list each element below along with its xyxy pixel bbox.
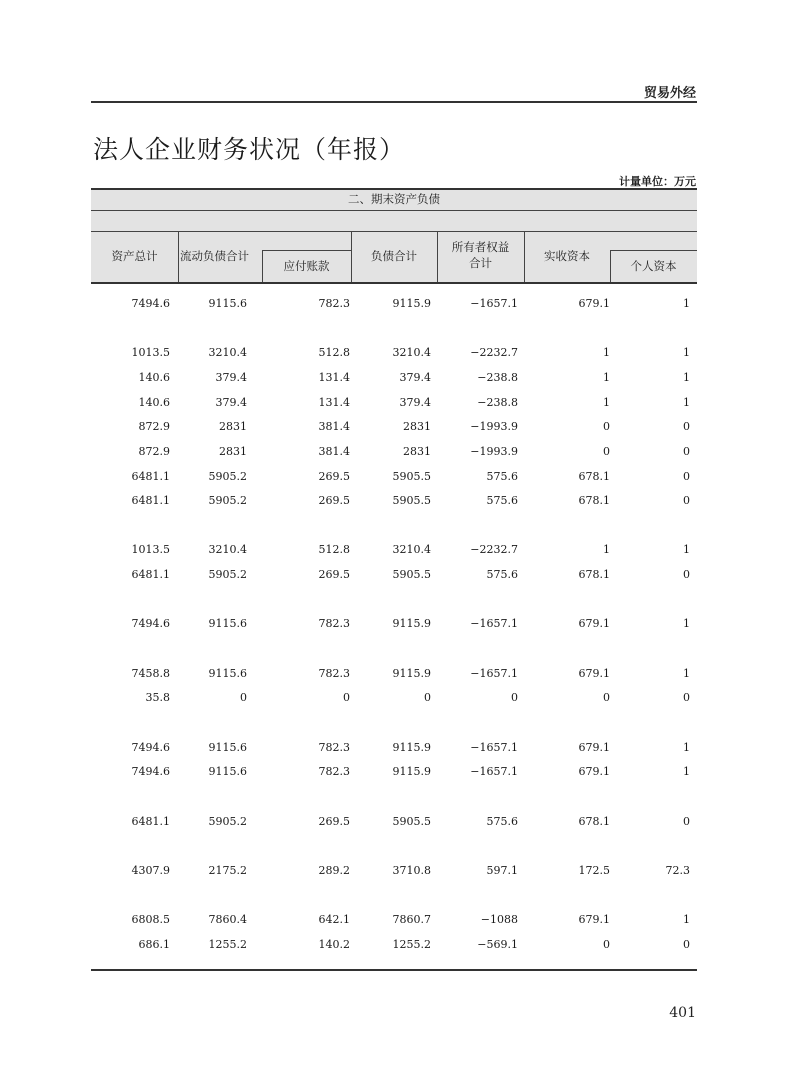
cell-personal-capital: 1 — [683, 371, 690, 384]
cell-accounts-payable: 289.2 — [318, 864, 350, 877]
cell-current-liabilities: 3210.4 — [208, 543, 247, 556]
column-header-total-assets: 资产总计 — [111, 249, 158, 263]
cell-personal-capital: 1 — [683, 913, 690, 926]
cell-total-liabilities: 3710.8 — [392, 864, 431, 877]
cell-owners-equity: −1657.1 — [470, 667, 518, 680]
cell-total-assets: 6481.1 — [131, 494, 170, 507]
cell-accounts-payable: 140.2 — [318, 938, 350, 951]
cell-accounts-payable: 0 — [343, 691, 350, 704]
column-header-owners-equity-total: 合计 — [469, 256, 492, 270]
cell-total-liabilities: 9115.9 — [392, 297, 431, 310]
cell-current-liabilities: 0 — [240, 691, 247, 704]
cell-owners-equity: −1657.1 — [470, 765, 518, 778]
cell-personal-capital: 1 — [683, 617, 690, 630]
cell-paid-in-capital: 1 — [603, 346, 610, 359]
cell-personal-capital: 0 — [683, 815, 690, 828]
cell-paid-in-capital: 0 — [603, 691, 610, 704]
cell-total-assets: 872.9 — [138, 445, 170, 458]
cell-current-liabilities: 5905.2 — [208, 470, 247, 483]
cell-total-liabilities: 9115.9 — [392, 765, 431, 778]
cell-personal-capital: 0 — [683, 494, 690, 507]
cell-paid-in-capital: 1 — [603, 396, 610, 409]
cell-personal-capital: 0 — [683, 938, 690, 951]
cell-total-assets: 6481.1 — [131, 568, 170, 581]
table-bottom-rule — [91, 969, 697, 971]
cell-total-assets: 7494.6 — [131, 765, 170, 778]
cell-owners-equity: −238.8 — [477, 371, 518, 384]
cell-total-assets: 686.1 — [138, 938, 170, 951]
cell-current-liabilities: 5905.2 — [208, 494, 247, 507]
cell-accounts-payable: 782.3 — [318, 617, 350, 630]
cell-current-liabilities: 5905.2 — [208, 568, 247, 581]
cell-paid-in-capital: 679.1 — [578, 741, 610, 754]
cell-paid-in-capital: 678.1 — [578, 568, 610, 581]
page-number: 401 — [669, 1005, 696, 1021]
cell-paid-in-capital: 1 — [603, 543, 610, 556]
column-header-paid-in-capital: 实收资本 — [544, 249, 590, 263]
cell-accounts-payable: 642.1 — [318, 913, 350, 926]
table-top-rule — [91, 188, 697, 190]
page-title: 法人企业财务状况（年报） — [93, 135, 406, 164]
cell-owners-equity: −2232.7 — [470, 346, 518, 359]
cell-total-assets: 6808.5 — [131, 913, 170, 926]
cell-accounts-payable: 269.5 — [318, 568, 350, 581]
cell-total-assets: 7494.6 — [131, 297, 170, 310]
cell-accounts-payable: 131.4 — [318, 371, 350, 384]
section-label: 贸易外经 — [643, 86, 696, 101]
cell-total-assets: 1013.5 — [131, 543, 170, 556]
cell-total-liabilities: 9115.9 — [392, 741, 431, 754]
cell-paid-in-capital: 679.1 — [578, 297, 610, 310]
column-header-accounts-payable: 应付账款 — [283, 259, 330, 273]
cell-total-assets: 7494.6 — [131, 617, 170, 630]
cell-accounts-payable: 269.5 — [318, 470, 350, 483]
cell-current-liabilities: 7860.4 — [208, 913, 247, 926]
cell-owners-equity: −1993.9 — [470, 420, 518, 433]
cell-paid-in-capital: 679.1 — [578, 913, 610, 926]
cell-current-liabilities: 9115.6 — [208, 297, 247, 310]
cell-accounts-payable: 381.4 — [318, 420, 350, 433]
column-header-current-liabilities: 流动负债合计 — [180, 249, 249, 263]
cell-current-liabilities: 9115.6 — [208, 765, 247, 778]
cell-current-liabilities: 9115.6 — [208, 741, 247, 754]
cell-personal-capital: 1 — [683, 543, 690, 556]
column-header-personal-capital: 个人资本 — [630, 259, 677, 273]
cell-total-liabilities: 2831 — [403, 420, 431, 433]
unit-label: 计量单位：万元 — [619, 175, 696, 188]
cell-personal-capital: 0 — [683, 470, 690, 483]
cell-owners-equity: 0 — [511, 691, 518, 704]
cell-owners-equity: −238.8 — [477, 396, 518, 409]
cell-current-liabilities: 379.4 — [215, 371, 247, 384]
cell-accounts-payable: 512.8 — [318, 346, 350, 359]
cell-personal-capital: 1 — [683, 297, 690, 310]
cell-total-liabilities: 3210.4 — [392, 543, 431, 556]
cell-owners-equity: −1088 — [480, 913, 518, 926]
cell-personal-capital: 1 — [683, 667, 690, 680]
cell-total-liabilities: 1255.2 — [392, 938, 431, 951]
cell-paid-in-capital: 679.1 — [578, 617, 610, 630]
cell-personal-capital: 0 — [683, 445, 690, 458]
cell-total-assets: 872.9 — [138, 420, 170, 433]
column-header-top-rule — [91, 231, 697, 232]
cell-current-liabilities: 3210.4 — [208, 346, 247, 359]
cell-total-assets: 6481.1 — [131, 470, 170, 483]
cell-personal-capital: 1 — [683, 741, 690, 754]
cell-paid-in-capital: 679.1 — [578, 765, 610, 778]
cell-personal-capital: 72.3 — [665, 864, 690, 877]
top-rule — [91, 101, 697, 103]
cell-total-liabilities: 9115.9 — [392, 667, 431, 680]
cell-accounts-payable: 269.5 — [318, 815, 350, 828]
cell-total-assets: 7494.6 — [131, 741, 170, 754]
personal-capital-subrule — [610, 250, 697, 251]
cell-total-assets: 140.6 — [138, 371, 170, 384]
column-header-total-liabilities: 负债合计 — [371, 249, 417, 263]
cell-total-liabilities: 5905.5 — [392, 470, 431, 483]
cell-total-liabilities: 379.4 — [399, 371, 431, 384]
cell-current-liabilities: 2175.2 — [208, 864, 247, 877]
cell-personal-capital: 1 — [683, 396, 690, 409]
cell-paid-in-capital: 678.1 — [578, 470, 610, 483]
accounts-payable-subrule — [262, 250, 351, 251]
cell-paid-in-capital: 1 — [603, 371, 610, 384]
cell-owners-equity: 575.6 — [486, 470, 518, 483]
cell-personal-capital: 1 — [683, 765, 690, 778]
cell-owners-equity: 575.6 — [486, 815, 518, 828]
cell-current-liabilities: 9115.6 — [208, 667, 247, 680]
cell-accounts-payable: 782.3 — [318, 765, 350, 778]
cell-paid-in-capital: 0 — [603, 420, 610, 433]
cell-accounts-payable: 269.5 — [318, 494, 350, 507]
cell-total-liabilities: 7860.7 — [392, 913, 431, 926]
cell-total-assets: 140.6 — [138, 396, 170, 409]
cell-owners-equity: −569.1 — [477, 938, 518, 951]
column-header-owners-equity: 所有者权益 — [451, 240, 510, 254]
cell-total-liabilities: 5905.5 — [392, 494, 431, 507]
cell-paid-in-capital: 172.5 — [578, 864, 610, 877]
cell-accounts-payable: 782.3 — [318, 741, 350, 754]
cell-total-assets: 4307.9 — [131, 864, 170, 877]
cell-owners-equity: −1657.1 — [470, 741, 518, 754]
cell-current-liabilities: 9115.6 — [208, 617, 247, 630]
cell-accounts-payable: 381.4 — [318, 445, 350, 458]
cell-accounts-payable: 782.3 — [318, 667, 350, 680]
cell-personal-capital: 0 — [683, 568, 690, 581]
cell-current-liabilities: 1255.2 — [208, 938, 247, 951]
cell-total-assets: 35.8 — [145, 691, 170, 704]
cell-owners-equity: −2232.7 — [470, 543, 518, 556]
group-header-rule — [91, 210, 697, 211]
cell-owners-equity: −1657.1 — [470, 617, 518, 630]
cell-total-liabilities: 2831 — [403, 445, 431, 458]
column-header-bottom-rule — [91, 282, 697, 284]
cell-paid-in-capital: 678.1 — [578, 494, 610, 507]
cell-owners-equity: −1993.9 — [470, 445, 518, 458]
cell-total-liabilities: 5905.5 — [392, 568, 431, 581]
cell-total-liabilities: 9115.9 — [392, 617, 431, 630]
cell-current-liabilities: 379.4 — [215, 396, 247, 409]
cell-paid-in-capital: 0 — [603, 938, 610, 951]
cell-total-assets: 7458.8 — [131, 667, 170, 680]
cell-total-assets: 6481.1 — [131, 815, 170, 828]
cell-owners-equity: 575.6 — [486, 494, 518, 507]
cell-owners-equity: 597.1 — [486, 864, 518, 877]
cell-total-liabilities: 3210.4 — [392, 346, 431, 359]
cell-total-liabilities: 379.4 — [399, 396, 431, 409]
cell-current-liabilities: 2831 — [219, 445, 247, 458]
cell-current-liabilities: 5905.2 — [208, 815, 247, 828]
cell-personal-capital: 1 — [683, 346, 690, 359]
cell-current-liabilities: 2831 — [219, 420, 247, 433]
cell-accounts-payable: 512.8 — [318, 543, 350, 556]
cell-owners-equity: −1657.1 — [470, 297, 518, 310]
cell-accounts-payable: 131.4 — [318, 396, 350, 409]
cell-total-liabilities: 0 — [424, 691, 431, 704]
column-divider — [178, 231, 179, 282]
cell-total-liabilities: 5905.5 — [392, 815, 431, 828]
cell-total-assets: 1013.5 — [131, 346, 170, 359]
cell-paid-in-capital: 678.1 — [578, 815, 610, 828]
group-header: 二、期末资产负债 — [348, 192, 440, 206]
cell-personal-capital: 0 — [683, 420, 690, 433]
cell-personal-capital: 0 — [683, 691, 690, 704]
cell-paid-in-capital: 0 — [603, 445, 610, 458]
cell-paid-in-capital: 679.1 — [578, 667, 610, 680]
cell-owners-equity: 575.6 — [486, 568, 518, 581]
cell-accounts-payable: 782.3 — [318, 297, 350, 310]
